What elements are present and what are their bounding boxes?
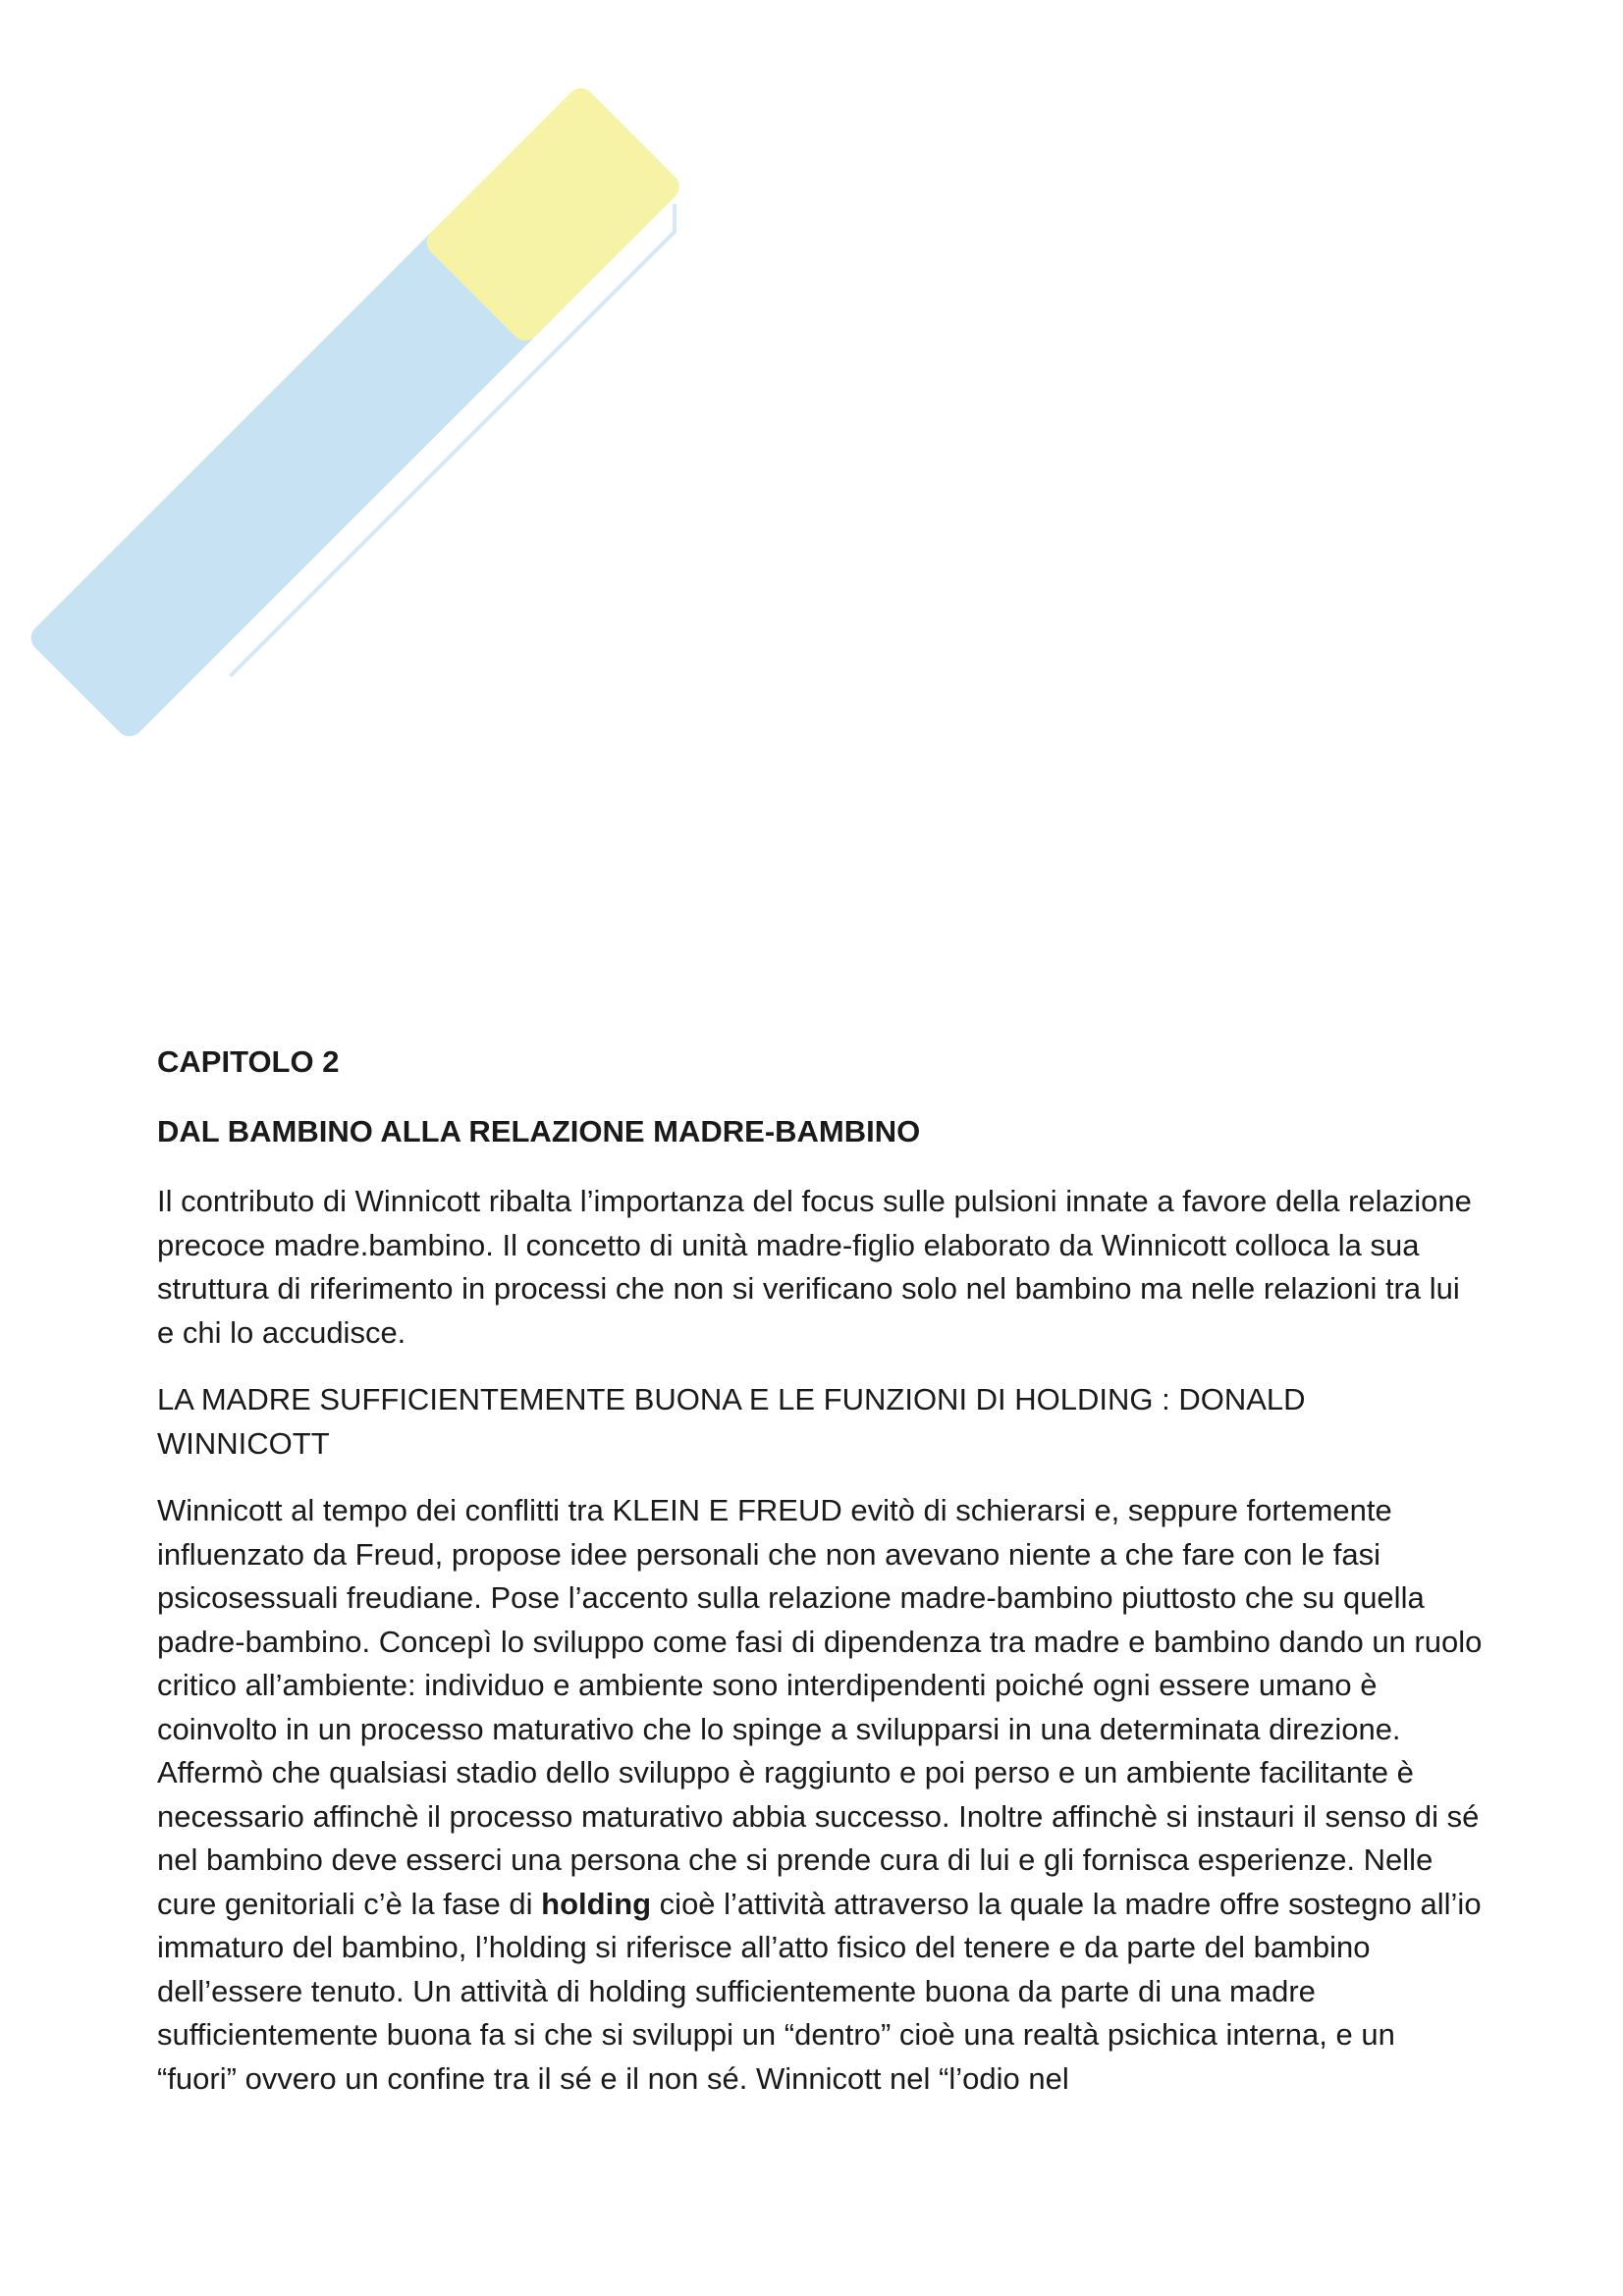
watermark-underline: [216, 204, 688, 676]
document-body: [157, 1041, 1483, 2124]
chapter-title: DAL BAMBINO ALLA RELAZIONE MADRE-BAMBINO: [157, 1114, 921, 1148]
intro-paragraph: Il contributo di Winnicott ribalta l’importanza del focus sulle pulsioni innate a favore della relazione precoce madre.bambino. Il concetto di unità madre-figlio elaborato da Winnicott colloca la sua struttura di riferimento in processi che non si verificano solo nel bambino ma nelle relazioni tra lui e chi lo accudisce.: [157, 1184, 1472, 1350]
body-text-part-2: cioè l’attività attraverso la quale la madre offre sostegno all’io immaturo del bambino, l’holding si riferisce all’atto fisico del tenere e da parte del bambino dell’essere tenuto. Un attività di holding sufficientemente buona da parte di una madre sufficientemente buona fa si che si sviluppi un “dentro” cioè una realtà psichica interna, e un “fuori” ovvero un confine tra il sé e il non sé. Winnicott nel “l’odio nel: [157, 1886, 1482, 2096]
body-paragraph: [157, 1489, 1483, 2101]
section-title: LA MADRE SUFFICIENTEMENTE BUONA E LE FUNZIONI DI HOLDING : DONALD WINNICOTT: [157, 1382, 1306, 1461]
watermark-yellow-banner: [421, 82, 685, 347]
watermark-blue-banner: [29, 207, 560, 741]
skuola-watermark-logo: [29, 59, 736, 766]
chapter-number: CAPITOLO 2: [157, 1044, 340, 1079]
bold-term-holding: holding: [541, 1886, 652, 1921]
body-text-part-1: Winnicott al tempo dei conflitti tra KLEIN E FREUD evitò di schierarsi e, seppure fortemente influenzato da Freud, propose idee personali che non avevano niente a che fare con le fasi psicosessuali freudiane. Pose l’accento sulla relazione madre-bambino piuttosto che su quella padre-bambino. Concepì lo sviluppo come fasi di dipendenza tra madre e bambino dando un ruolo critico all’ambiente: individuo e ambiente sono interdipendenti poiché ogni essere umano è coinvolto in un processo maturativo che lo spinge a svilupparsi in una determinata direzione. Affermò che qualsiasi stadio dello sviluppo è raggiunto e poi perso e un ambiente facilitante è necessario affinchè il processo maturativo abbia successo. Inoltre affinchè si instauri il senso di sé nel bambino deve esserci una persona che si prende cura di lui e gli fornisca esperienze. Nelle cure genitoriali c’è la fase di: [157, 1493, 1483, 1921]
